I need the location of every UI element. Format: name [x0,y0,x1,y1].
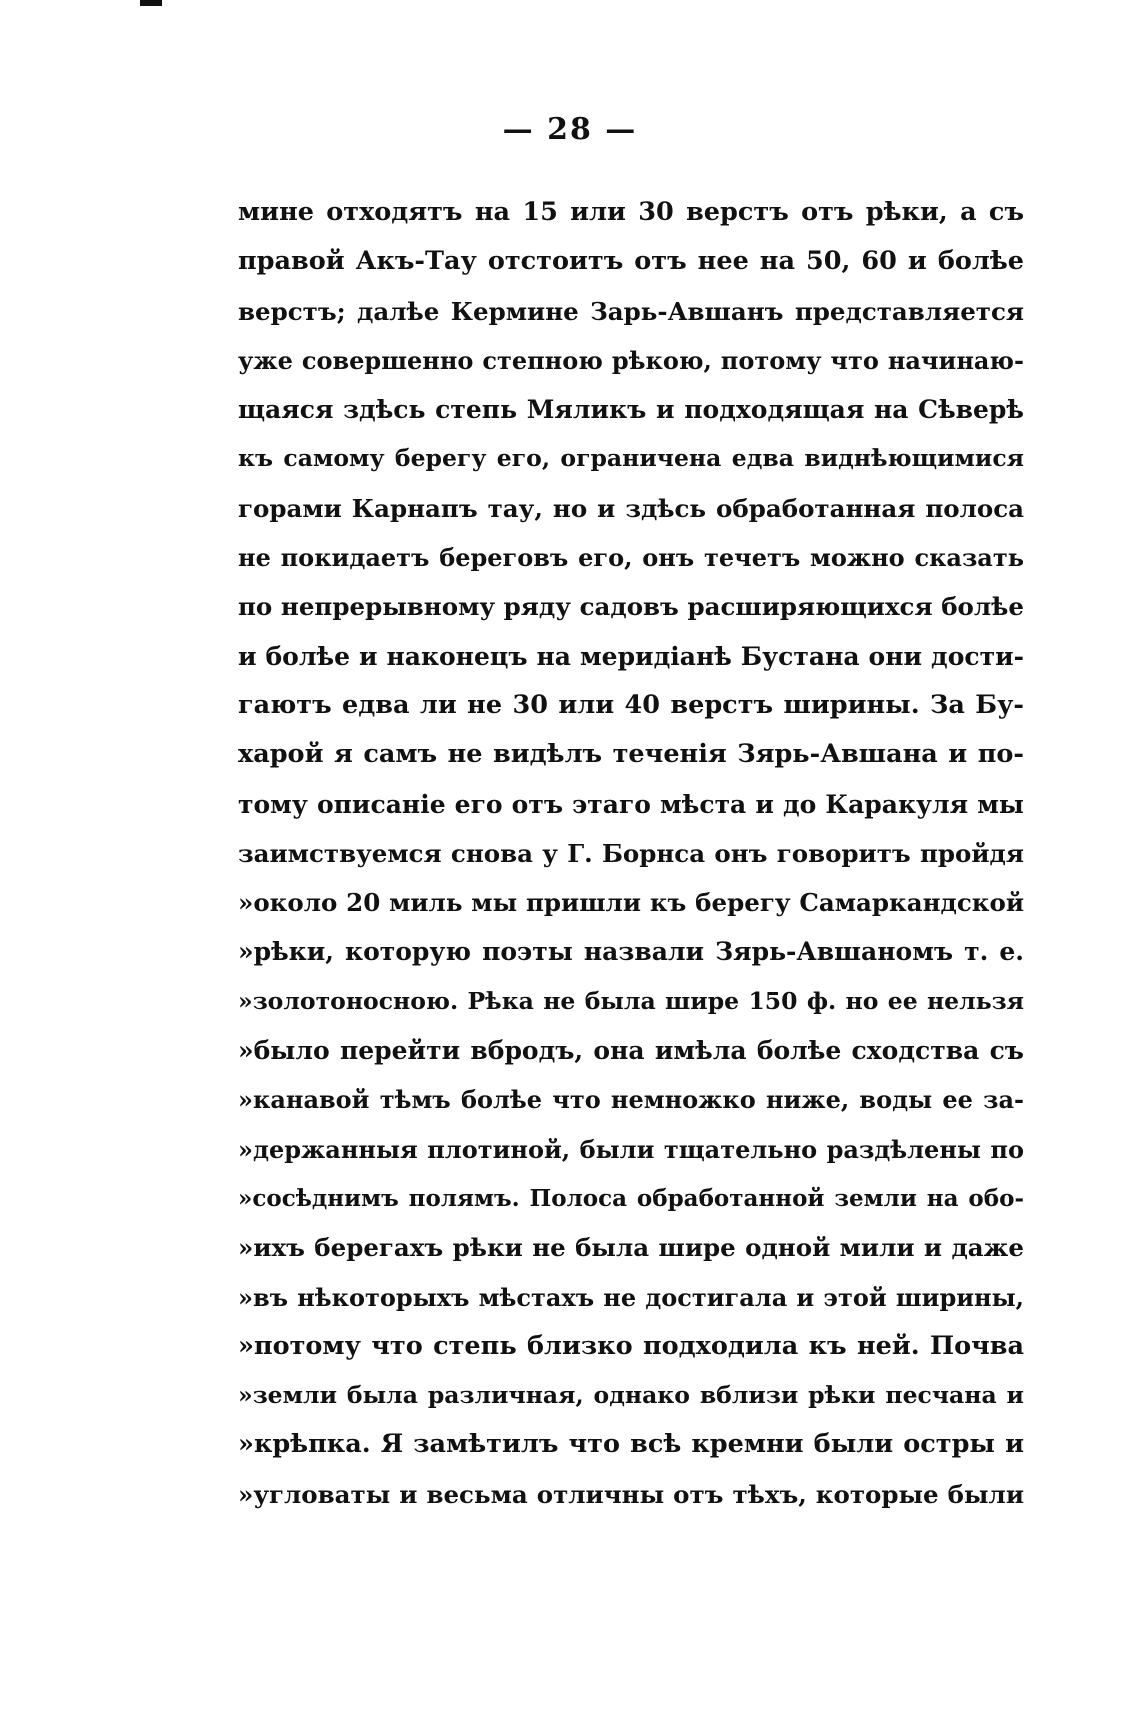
text-line: »угловаты и весьма отличны отъ тѣхъ, которые были [238,1479,1024,1509]
text-line: »было перейти вбродъ, она имѣла болѣе сходства съ [238,1036,1024,1066]
text-line: по непрерывному ряду садовъ расширяющихся болѣе [238,592,1024,622]
text-line: щаяся здѣсь степь Мяликъ и подходящая на Сѣверѣ [238,395,1024,425]
text-line: »потому что степь близко подходила къ ней. Почва [238,1330,1024,1361]
text-line: тому описаніе его отъ этаго мѣста и до Каракуля мы [238,789,1024,819]
text-line: гаютъ едва ли не 30 или 40 верстъ ширины. За Бу- [238,689,1024,720]
body-text [238,188,1024,1519]
text-line: »крѣпка. Я замѣтилъ что всѣ кремни были остры и [238,1429,1024,1460]
text-line: къ самому берегу его, ограничена едва виднѣющимися [238,444,1024,473]
text-line: и болѣе и наконецъ на меридіанѣ Бустана они дости- [238,641,1024,671]
text-line: »около 20 миль мы пришли къ берегу Самаркандской [238,888,1024,918]
text-line: не покидаетъ береговъ его, онъ течетъ можно сказать [238,543,1024,573]
text-line: »земли была различная, однако вблизи рѣки песчана и [238,1381,1024,1410]
text-line: горами Карнапъ тау, но и здѣсь обработанная полоса [238,493,1024,523]
text-line: »сосѣднимъ полямъ. Полоса обработанной земли на обо- [238,1184,1024,1212]
page-number: — 28 — [502,112,638,147]
text-line: »ихъ берегахъ рѣки не была шире одной мили и даже [238,1233,1024,1263]
text-line: верстъ; далѣе Кермине Зарь-Авшанъ представляется [238,296,1024,326]
text-line: заимствуемся снова у Г. Борнса онъ говоритъ пройдя [238,838,1024,868]
text-line: »держанныя плотиной, были тщательно раздѣлены по [238,1134,1024,1164]
text-line: »рѣки, которую поэты назвали Зярь-Авшаномъ т. е. [238,937,1024,967]
scan-mark [140,0,162,6]
text-line: мине отходятъ на 15 или 30 верстъ отъ рѣки, а съ [238,197,1024,227]
text-line: »въ нѣкоторыхъ мѣстахъ не достигала и этой ширины, [238,1282,1024,1312]
text-line: »канавой тѣмъ болѣе что немножко ниже, воды ее за- [238,1085,1024,1115]
text-line: уже совершенно степною рѣкою, потому что начинаю- [238,345,1024,375]
text-line: харой я самъ не видѣлъ теченія Зярь-Авшана и по- [238,739,1024,770]
text-line: правой Акъ-Тау отстоитъ отъ нее на 50, 60 и болѣе [238,246,1024,277]
text-line: »золотоносною. Рѣка не была шире 150 ф. но ее нельзя [238,986,1024,1015]
